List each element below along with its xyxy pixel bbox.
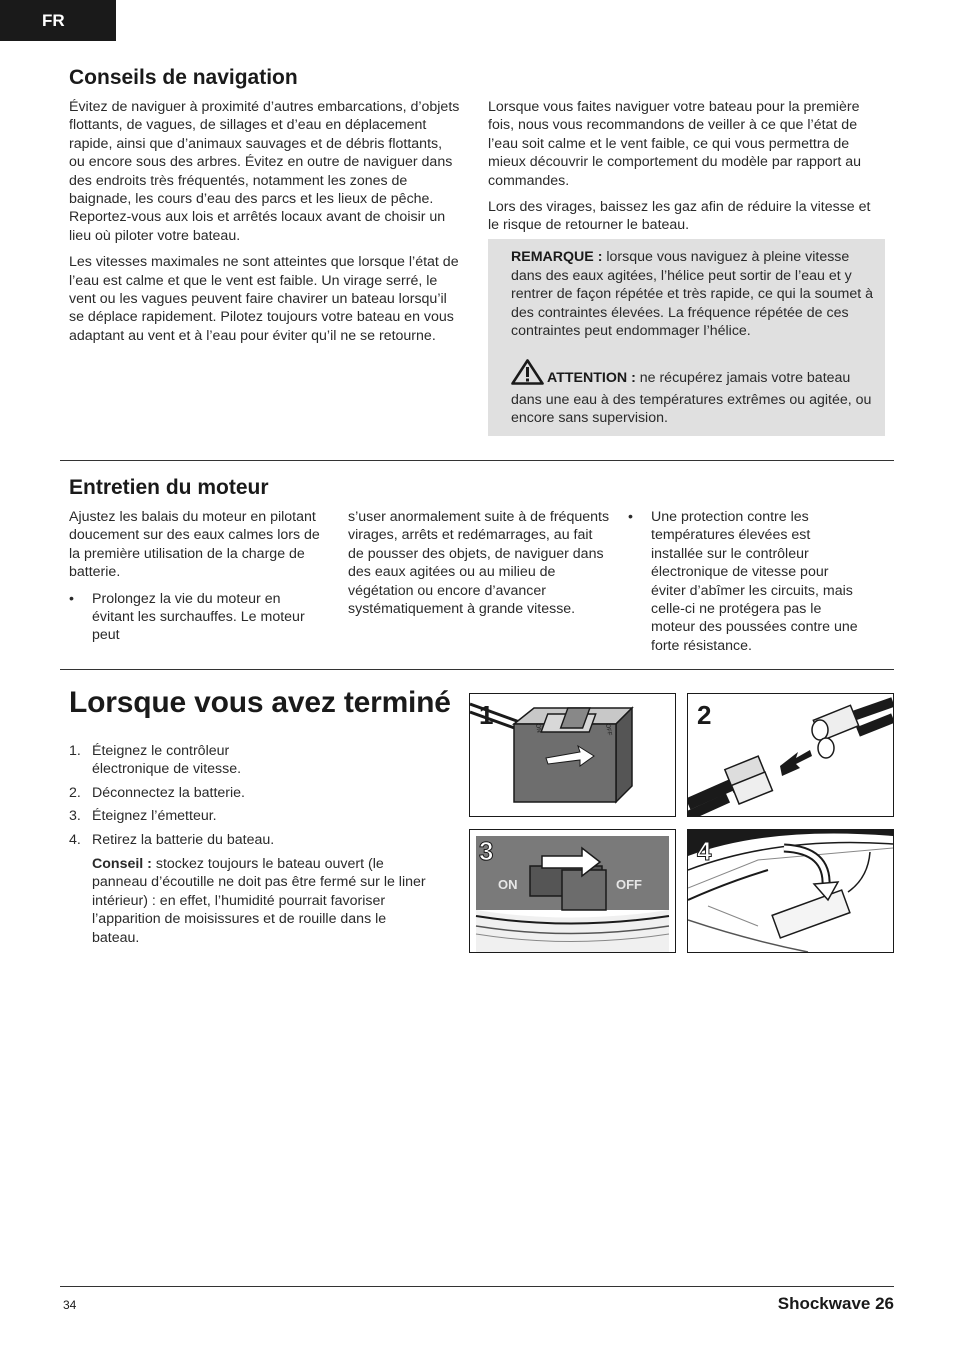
- remarque-note: [511, 248, 879, 341]
- attention-label: ATTENTION :: [547, 369, 636, 386]
- remarque-text: lorsque vous naviguez à pleine vitesse dans des eaux agitées, l’hélice peut sortir de l’eau et y rentrer de façon répétée et très rapide, ce qui la soumet à des contraintes élevées. La fréquence répétée de ces contraintes peut endommager l’hélice.: [511, 249, 873, 340]
- figure-3-transmitter-off: [469, 829, 676, 953]
- list-item: 4. Retirez la batterie du bateau.: [69, 831, 275, 848]
- product-title: Shockwave 26: [777, 1294, 894, 1313]
- warning-triangle-icon: [511, 359, 544, 391]
- list-item: • Prolongez la vie du moteur en évitant les surchauffes. Le moteur peut: [69, 590, 325, 645]
- nav-left-column: [69, 98, 461, 345]
- figure-2-disconnect-battery: [687, 693, 894, 817]
- done-steps: [69, 742, 449, 849]
- figure-2-number: 2: [697, 700, 712, 730]
- done-heading: Lorsque vous avez terminé: [69, 686, 451, 719]
- figure-1-number: 1: [479, 700, 494, 730]
- off-label: OFF: [616, 877, 642, 892]
- motor-list-1: [69, 590, 325, 645]
- remarque-label: REMARQUE :: [511, 249, 603, 265]
- section-divider: [60, 669, 894, 670]
- on-label: ON: [498, 877, 518, 892]
- motor-column-2: [348, 508, 610, 618]
- conseil-label: Conseil :: [92, 856, 152, 873]
- motor-heading: Entretien du moteur: [69, 476, 269, 499]
- switch-on-label: ON: [534, 723, 542, 734]
- list-item: • Une protection contre les températures élevées est installée sur le contrôleur électronique de vitesse pour éviter d’abîmer les circuits, mais celle-ci ne protégera pas le moteur des poussées contre une forte résistance.: [628, 508, 858, 655]
- switch-off-label: OFF: [604, 723, 613, 737]
- list-item: 2. Déconnectez la batterie.: [69, 784, 246, 801]
- motor-column-1: [69, 508, 325, 645]
- figure-4-number: 4: [697, 836, 712, 866]
- nav-right-paragraph-1: Lorsque vous faites naviguer votre bateau pour la première fois, nous vous recommandons de veiller à ce que l’état de l’eau soit calme et le vent faible, ce qui vous permettra de mieux découvrir le comportement du modèle par rapport au commandes.: [488, 99, 862, 189]
- list-item: 1. Éteignez le contrôleur électronique de vitesse.: [69, 743, 242, 778]
- notice-box: [488, 239, 885, 436]
- conseil-text: stockez toujours le bateau ouvert (le panneau d’écoutille ne doit pas être fermé sur le liner intérieur) : en effet, l’humidité pourrait favoriser l’apparition de moisissures et de rouille dans le bateau.: [92, 856, 426, 946]
- list-item: 3. Éteignez l’émetteur.: [69, 808, 217, 825]
- nav-right-paragraph-2: Lors des virages, baissez les gaz afin de réduire la vitesse et le risque de retourner le bateau.: [488, 199, 871, 234]
- motor-continuation: s’user anormalement suite à de fréquents virages, arrêts et redémarrages, au fait de pousser des objets, de naviguer dans des eaux agitées ou au milieu de végétation ou encore d’avancer systématiquement à grande vitesse.: [348, 509, 610, 618]
- conseil-tip: [69, 855, 434, 947]
- nav-left-paragraph-2: Les vitesses maximales ne sont atteintes que lorsque l’état de l’eau est calme et que le vent est faible. Un virage serré, le vent ou les vagues peuvent faire chavirer un bateau lorsqu’il se déplace rapidement. Pilotez toujours votre bateau en vous adaptant au vent et à l’eau pour éviter qu’il ne se retourne.: [69, 254, 459, 344]
- done-steps-block: [69, 742, 449, 947]
- attention-note: [511, 359, 879, 428]
- attention-text: ne récupérez jamais votre bateau dans une eau à des températures extrêmes ou agitée, ou encore sans supervision.: [511, 369, 872, 427]
- motor-column-3: [628, 508, 858, 655]
- section-divider: [60, 460, 894, 461]
- nav-heading: Conseils de navigation: [69, 66, 298, 89]
- nav-left-paragraph-1: Évitez de naviguer à proximité d’autres embarcations, d’objets flottants, de vagues, de sillages et d’eau en déplacement rapide, ainsi que d’animaux sauvages et de débris flottants, ou encore sous des arbres. Évitez en outre de naviguer dans des endroits très fréquentés, notamment les zones de baignade, les cours d’eau des parcs et les lieux de pêche. Reportez-vous aux lois et arrêtés locaux avant de choisir un lieu où piloter votre bateau.: [69, 99, 460, 244]
- nav-right-column: [488, 98, 883, 235]
- language-tab: FR: [0, 0, 116, 41]
- motor-list-2: [628, 508, 858, 655]
- figure-1-switch-off: [469, 693, 676, 817]
- page-number: 34: [63, 1298, 77, 1312]
- motor-intro: Ajustez les balais du moteur en pilotant doucement sur des eaux calmes lors de la première utilisation de la charge de batterie.: [69, 509, 320, 581]
- figure-4-remove-battery: [687, 829, 894, 953]
- figure-3-number: 3: [479, 836, 494, 866]
- footer-divider: [60, 1286, 894, 1287]
